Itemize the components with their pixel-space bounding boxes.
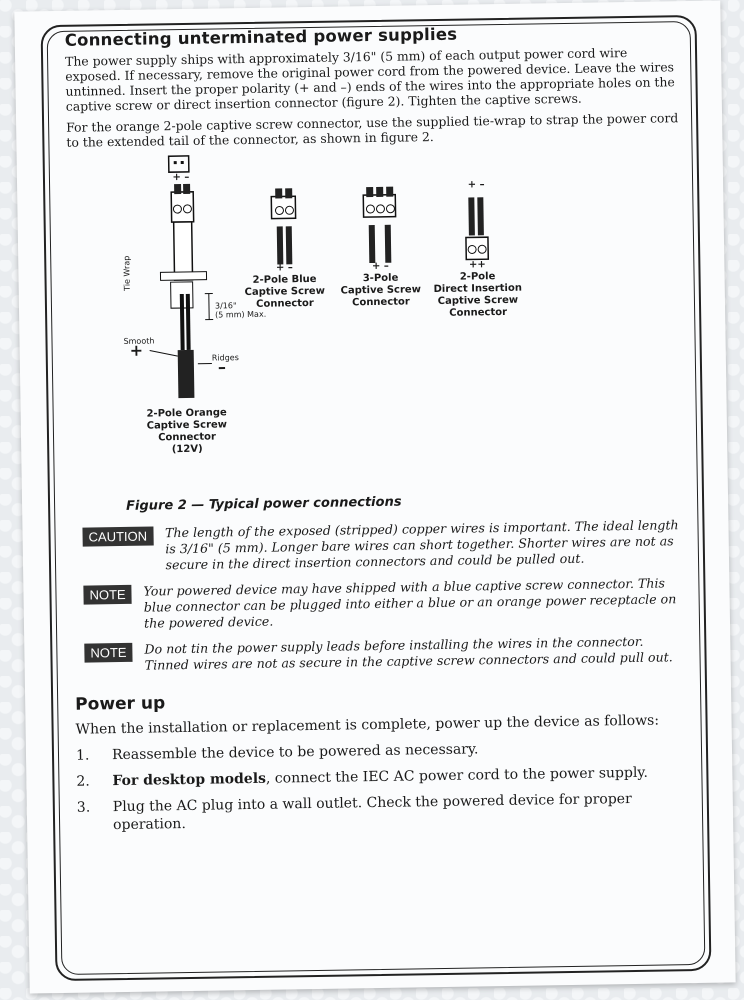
- orange-connector-label: 2-Pole Orange Captive Screw Connector (12V): [146, 407, 228, 456]
- instruction-sheet: [14, 1, 735, 994]
- caution-badge: CAUTION: [82, 526, 153, 546]
- three-pole-connector-label: 3-Pole Captive Screw Connector: [340, 272, 421, 309]
- blue-connector-drawing: [271, 188, 296, 264]
- ridges-label: Ridges: [211, 353, 239, 363]
- caution-text: The length of the exposed (stripped) copper wires is important. The ideal length is 3/16" (5 mm). Longer bare wires can short together. Shorter wires are not as secure in the direct insertion connectors and could be pulled out.: [164, 517, 679, 573]
- blue-polarity: + –: [275, 262, 293, 274]
- section-title: Connecting unterminated power supplies: [64, 24, 458, 50]
- caution-note: [82, 517, 689, 575]
- power-up-intro: When the installation or replacement is complete, power up the device as follows:: [75, 712, 660, 738]
- intro-paragraph: The power supply ships with approximately 3/16" (5 mm) of each output power cord wire exposed. If necessary, remove the original power cord from the powered device. Leave the wires untinned. Insert the proper polarity (+ and –) ends of the wires into the appropriate holes on the captive screw or direct insertion connector (figure 2). Tighten the captive screws.: [65, 44, 675, 114]
- list-item: 1. Reassemble the device to be powered as necessary.: [75, 741, 479, 764]
- figure-2: [67, 146, 688, 496]
- tie-wrap-label: Tie Wrap: [122, 255, 132, 291]
- smooth-label: Smooth: [123, 336, 155, 346]
- three-pole-connector-drawing: [363, 187, 396, 263]
- three-pole-polarity: + –: [371, 260, 389, 273]
- dimension-label: 3/16" (5 mm) Max.: [214, 301, 267, 320]
- orange-minus: –: [217, 357, 227, 377]
- orange-plus: +: [129, 340, 144, 360]
- figure-caption: Figure 2 — Typical power connections: [125, 494, 402, 514]
- blue-connector-label: 2-Pole Blue Captive Screw Connector: [244, 273, 326, 310]
- note-text: Your powered device may have shipped with a blue captive screw connector. This blue connector can be plugged into either a blue or an orange power receptacle on the powered device.: [143, 575, 677, 631]
- orange-connector-drawing: [147, 156, 215, 399]
- note-badge: NOTE: [83, 585, 131, 605]
- power-up-title: Power up: [75, 693, 166, 715]
- note-badge: NOTE: [84, 643, 132, 663]
- power-up-section: [75, 685, 693, 835]
- orange-polarity: + –: [172, 171, 190, 184]
- list-item: 3. Plug the AC plug into a wall outlet. Check the powered device for proper operation.: [76, 791, 632, 834]
- page-content: [65, 21, 694, 843]
- list-item: 2. For desktop models, connect the IEC AC power cord to the power supply.: [76, 764, 648, 790]
- note-blue-connector: [83, 575, 690, 633]
- note-text: Do not tin the power supply leads before installing the wires in the connector. Tinned wires are not as secure in the captive screw connectors and could pull out.: [144, 633, 673, 673]
- direct-connector-label: 2-Pole Direct Insertion Captive Screw Connector: [433, 271, 522, 319]
- direct-insertion-connector-drawing: [465, 197, 488, 259]
- direct-bottom-polarity: ++: [468, 259, 486, 271]
- note-tinning: [84, 633, 690, 675]
- tie-wrap-paragraph: For the orange 2-pole captive screw connector, use the supplied tie-wrap to strap the power cord to the extended tail of the connector, as shown in figure 2.: [66, 110, 679, 150]
- direct-top-polarity: + –: [467, 179, 485, 191]
- power-up-steps: [76, 737, 693, 835]
